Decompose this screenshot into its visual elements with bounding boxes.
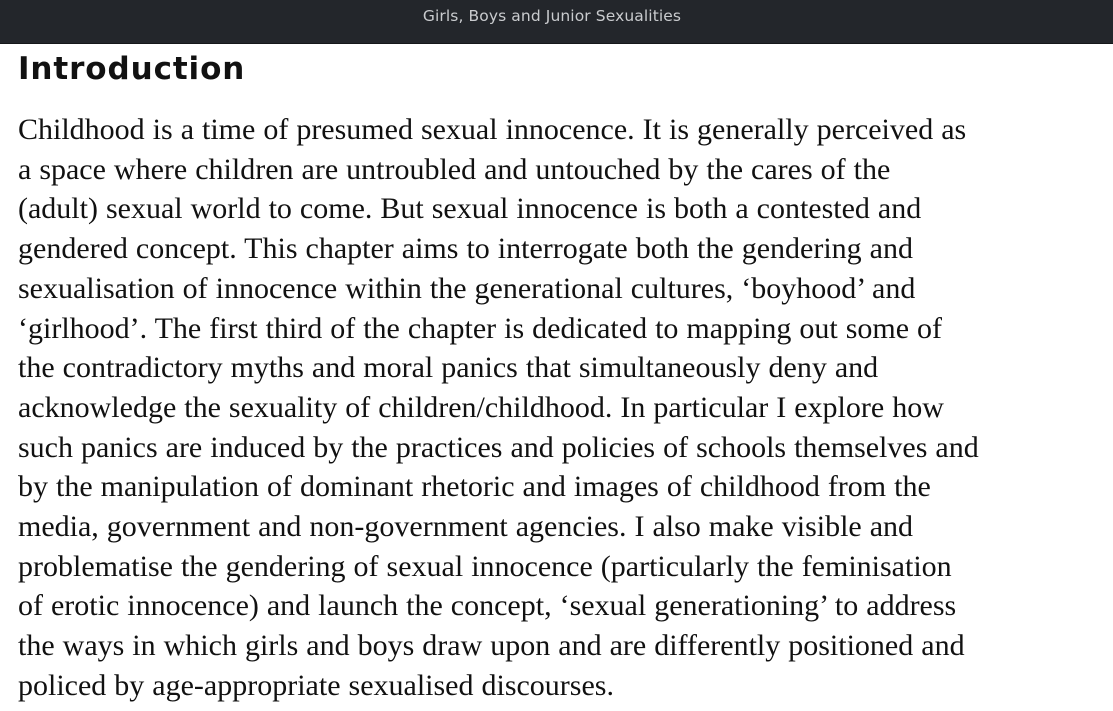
text-line: the contradictory myths and moral panics that simultaneously deny and — [18, 351, 879, 385]
text-line: Childhood is a time of presumed sexual innocence. It is generally perceived as — [18, 113, 967, 146]
text-line: policed by age-appropriate sexualised discourses. — [18, 668, 614, 702]
text-line: (adult) sexual world to come. But sexual innocence is both a contested and — [18, 192, 922, 226]
text-line: gendered concept. This chapter aims to interrogate both the gendering and — [18, 232, 913, 266]
text-line: by the manipulation of dominant rhetoric and images of childhood from the — [18, 470, 931, 504]
text-line: acknowledge the sexuality of children/childhood. In particular I explore how — [18, 390, 944, 424]
body-paragraph — [18, 110, 1090, 706]
page-content — [18, 48, 1090, 706]
section-heading: Introduction — [18, 51, 246, 87]
text-line: a space where children are untroubled and untouched by the cares of the — [18, 152, 891, 186]
text-line: the ways in which girls and boys draw upon and are differently positioned and — [18, 629, 965, 663]
text-line: of erotic innocence) and launch the concept, ‘sexual generationing’ to address — [18, 589, 957, 623]
text-line: problematise the gendering of sexual innocence (particularly the feminisation — [18, 549, 952, 583]
book-title: Girls, Boys and Junior Sexualities — [422, 7, 682, 25]
text-line: such panics are induced by the practices and policies of schools themselves and — [18, 430, 979, 464]
title-bar — [0, 0, 1113, 44]
text-line: ‘girlhood’. The first third of the chapter is dedicated to mapping out some of — [18, 311, 943, 345]
text-line: media, government and non-government agencies. I also make visible and — [18, 510, 914, 544]
text-line: sexualisation of innocence within the generational cultures, ‘boyhood’ and — [18, 271, 916, 305]
